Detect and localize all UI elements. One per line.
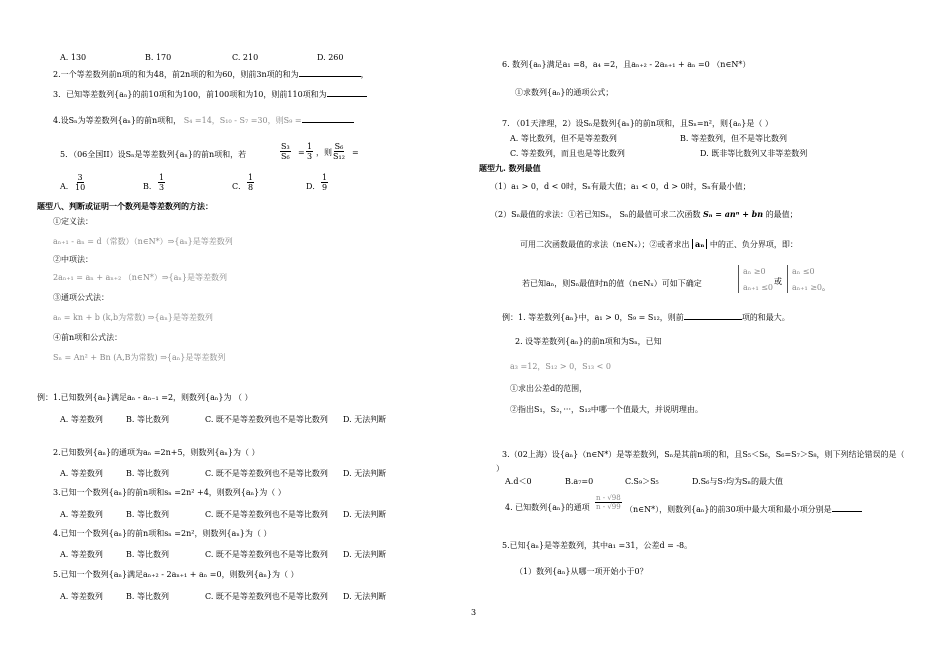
question-5-then: ，则 — [316, 148, 332, 157]
question-5: 5．（06全国II）设Sₙ是等差数列{aₙ}的前n项和，若 — [60, 150, 247, 159]
question-6-part-1: ①求数列{aₙ}的通项公式； — [515, 88, 614, 97]
q7-option-a: A. 等比数列，但不是等差数列 — [510, 134, 617, 143]
example-2: 2.已知数列{aₙ}的通项为aₙ =2n+5，则数列{aₙ}为（ ） — [53, 448, 260, 457]
point-2-method: 可用二次函数最值的求法（n∈Nₓ）；②或者求出 aₙ 中的正、负分界项，即： — [520, 239, 798, 249]
fraction-one-third: $\frac{1}{3}$ — [307, 142, 313, 161]
method-4-formula: Sₙ = An² + Bn (A,B为常数) ⇒{aₙ}是等差数列 — [53, 353, 226, 362]
ex3-option-b: B.a₇=0 — [565, 477, 594, 486]
example-9-5-part-1: （1）数列{aₙ}从哪一项开始小于0？ — [515, 567, 648, 576]
question-4: 4.设Sₙ为等差数列{aₙ}的前n项和， S₄ =14，S₁₀ - S₇ =30，则S₉ = — [53, 114, 354, 126]
option-a-fraction: $\frac{3}{10}$ — [75, 173, 86, 192]
option-a: A. 130 — [60, 53, 87, 62]
point-1: （1）a₁ > 0，d < 0时，Sₙ有最大值；a₁ < 0，d > 0时，Sₙ有最小值； — [490, 182, 751, 191]
method-1-label: ①定义法： — [53, 217, 93, 226]
example-4: 4.已知一个数列{aₙ}的前n项和sₙ =2n²，则数列{aₙ}为（ ） — [53, 529, 272, 538]
example-3: 3.已知一个数列{aₙ}的前n项和sₙ =2n² +4，则数列{aₙ}为（ ） — [53, 488, 286, 497]
topic-8-heading: 题型八、判断或证明一个数列是等差数列的方法： — [37, 201, 213, 211]
example-5: 5.已知一个数列{aₙ}满足aₙ₊₂ - 2aₙ₊₁ + aₙ =0，则数列{aₙ}为（ ） — [53, 570, 299, 579]
fraction-s6-s12: $\frac{\text{S₆}}{\text{S₁₂}}$ — [333, 142, 345, 161]
ex3-option-d: D.S₆与S₇均为Sₙ的最大值 — [692, 477, 783, 486]
point-2-condition: 若已知aₙ，则Sₙ最值时n的值（n∈Nₓ）可如下确定 — [522, 279, 702, 288]
example-9-2-part-1: ①求出公差d的范围， — [510, 384, 588, 393]
option-d-fraction: $\frac{1}{9}$ — [322, 173, 328, 192]
system-1-line-1: aₙ ≥0 — [743, 267, 766, 276]
example-9-2-part-2: ②指出S₁，S₂，···，S₁₂中哪一个值最大，并说明理由。 — [510, 405, 703, 414]
page-number: 3 — [471, 608, 477, 617]
method-1-formula: aₙ₊₁ - aₙ = d（常数）（n∈N*）⇒{aₙ}是等差数列 — [53, 237, 233, 246]
q7-option-b: B. 等差数列，但不是等比数列 — [680, 134, 787, 143]
method-2-formula: 2aₙ₊₁ = aₙ + aₙ₊₂ （n∈N*）⇒{aₙ}是等差数列 — [53, 273, 227, 282]
method-3-label: ③通项公式法： — [53, 293, 109, 302]
system-2-line-2: aₙ₊₁ ≥0 — [792, 283, 822, 292]
question-3: 3．已知等差数列{aₙ}的前10项和为100，前100项和为10，则前110项和为 — [53, 88, 367, 100]
method-4-label: ④前n项和公式法： — [53, 333, 123, 342]
ex3-option-c: C.S₉＞S₅ — [625, 477, 659, 486]
fraction-s3-s6: $\frac{\text{S₃}}{\text{S₆}}$ — [281, 142, 290, 161]
system-1-line-2: aₙ₊₁ ≤0 — [743, 283, 773, 292]
q7-option-d: D. 既非等比数列又非等差数列 — [700, 149, 808, 158]
question-6: 6. 数列{aₙ}满足a₁ =8，a₄ =2，且aₙ₊₂ - 2aₙ₊₁ + aₙ =0 （n∈N*） — [502, 60, 751, 69]
option-b-fraction: $\frac{1}{3}$ — [159, 173, 165, 192]
point-2: （2）Sₙ最值的求法：①若已知Sₙ， Sₙ的最值可求二次函数 Sₙ = anⁿ + bn 的最值； — [490, 209, 798, 219]
option-d: D. 260 — [317, 53, 344, 62]
option-c: C. 210 — [232, 53, 259, 62]
question-7: 7. （01天津理，2）设Sₙ是数列{aₙ}的前n项和，且Sₙ=n²，则{aₙ}是（ ） — [502, 119, 773, 128]
system-2-line-1: aₙ ≤0 — [792, 267, 815, 276]
example-9-1: 例：1. 等差数列{aₙ}中，a₁ > 0，S₉ = S₁₂，则前 项的和最大。 — [502, 313, 790, 322]
example-9-4: 4. 已知数列{aₙ}的通项 — [505, 503, 590, 512]
example-9-2-conditions: a₃ =12，S₁₂ > 0，S₁₃ < 0 — [510, 362, 611, 371]
example-9-3: 3.（02上海）设{aₙ}（n∈N*）是等差数列，Sₙ是其前n项的和，且S₅＜S₆，S₆=S₇＞S₈，则下列结论错误的是（ — [502, 450, 905, 459]
option-b: B. 170 — [145, 53, 172, 62]
ex3-option-a: A.d＜0 — [505, 477, 532, 486]
topic-9-heading: 题型九. 数列最值 — [479, 163, 541, 173]
q7-option-c: C. 等差数列，而且也是等比数列 — [510, 149, 625, 158]
example-1: 例：1.已知数列{aₙ}满足aₙ - aₙ₋₁ =2，则数列{aₙ}为 （ ） — [37, 393, 253, 402]
example-9-2: 2. 设等差数列{aₙ}的前n项和为Sₙ，已知 — [515, 337, 662, 346]
method-3-formula: aₙ = kn + b (k,b为常数) ⇒{aₙ}是等差数列 — [53, 313, 213, 322]
question-2: 2.一个等差数列前n项的和为48，前2n项的和为60，则前3n项的和为 ， — [53, 70, 369, 79]
example-9-5: 5.已知{aₙ}是等差数列，其中a₁ =31，公差d = -8。 — [502, 541, 693, 550]
example-9-4-fraction: $\frac{n - √98}{n - √99}$ — [596, 494, 621, 511]
method-2-label: ②中项法： — [53, 255, 93, 264]
option-c-fraction: $\frac{1}{8}$ — [248, 173, 254, 192]
example-9-4-rest: （n∈N*），则数列{aₙ}的前30项中最大项和最小项分别是 — [625, 503, 862, 515]
